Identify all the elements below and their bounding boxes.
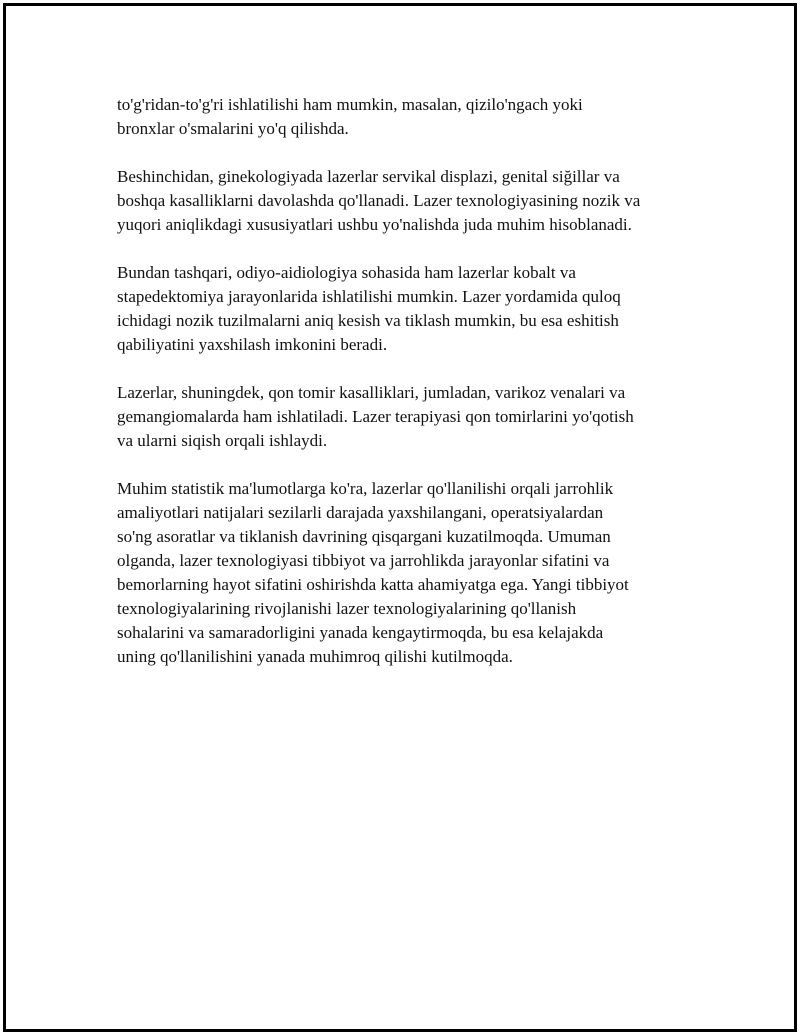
text-line: va ularni siqish orqali ishlaydi. <box>117 431 328 450</box>
document-body <box>117 93 697 693</box>
text-line: uning qo'llanilishini yanada muhimroq qilishi kutilmoqda. <box>117 647 513 666</box>
paragraph-3 <box>117 261 697 357</box>
text-line: olganda, lazer texnologiyasi tibbiyot va jarrohlikda jarayonlar sifatini va <box>117 551 610 570</box>
text-line: so'ng asoratlar va tiklanish davrining qisqargani kuzatilmoqda. Umuman <box>117 527 611 546</box>
text-line: Bundan tashqari, odiyo-aidiologiya sohasida ham lazerlar kobalt va <box>117 263 576 282</box>
paragraph-5 <box>117 477 697 669</box>
text-line: bronxlar o'smalarini yo'q qilishda. <box>117 119 349 138</box>
text-line: Beshinchidan, ginekologiyada lazerlar servikal displazi, genital siğillar va <box>117 167 620 186</box>
text-line: amaliyotlari natijalari sezilarli darajada yaxshilangani, operatsiyalardan <box>117 503 604 522</box>
text-line: Lazerlar, shuningdek, qon tomir kasalliklari, jumladan, varikoz venalari va <box>117 383 626 402</box>
text-line: ichidagi nozik tuzilmalarni aniq kesish va tiklash mumkin, bu esa eshitish <box>117 311 619 330</box>
text-line: to'g'ridan-to'g'ri ishlatilishi ham mumkin, masalan, qizilo'ngach yoki <box>117 95 583 114</box>
text-line: Muhim statistik ma'lumotlarga ko'ra, lazerlar qo'llanilishi orqali jarrohlik <box>117 479 614 498</box>
text-line: qabiliyatini yaxshilash imkonini beradi. <box>117 335 388 354</box>
text-line: texnologiyalarining rivojlanishi lazer texnologiyalarining qo'llanish <box>117 599 577 618</box>
text-line: sohalarini va samaradorligini yanada kengaytirmoqda, bu esa kelajakda <box>117 623 604 642</box>
text-line: gemangiomalarda ham ishlatiladi. Lazer terapiyasi qon tomirlarini yo'qotish <box>117 407 634 426</box>
paragraph-1 <box>117 93 697 141</box>
text-line: boshqa kasalliklarni davolashda qo'llanadi. Lazer texnologiyasining nozik va <box>117 191 641 210</box>
paragraph-2 <box>117 165 697 237</box>
text-line: yuqori aniqlikdagi xususiyatlari ushbu yo'nalishda juda muhim hisoblanadi. <box>117 215 632 234</box>
text-line: bemorlarning hayot sifatini oshirishda katta ahamiyatga ega. Yangi tibbiyot <box>117 575 629 594</box>
paragraph-4 <box>117 381 697 453</box>
text-line: stapedektomiya jarayonlarida ishlatilishi mumkin. Lazer yordamida quloq <box>117 287 621 306</box>
